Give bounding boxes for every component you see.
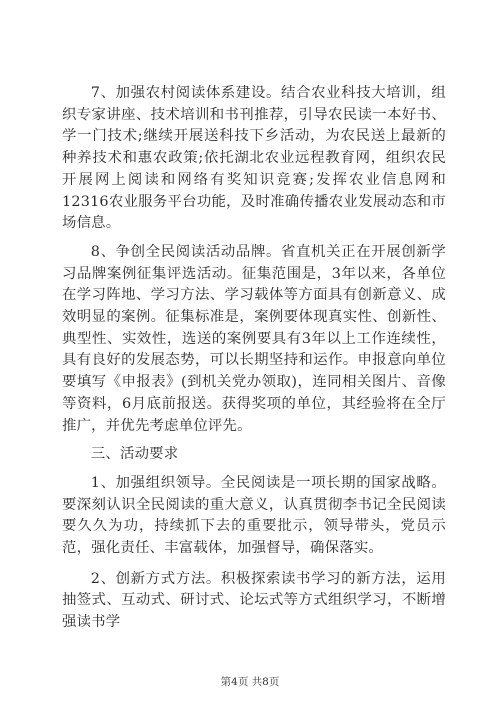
page-number-footer: 第4页 共8页 (220, 676, 280, 688)
paragraph-rural-reading: 7、加强农村阅读体系建设。结合农业科技大培训，组织专家讲座、技术培训和书刊推荐，引导农民读一本好书、学一门技术;继续开展送科技下乡活动，为农民送上最新的种养技术和惠农政策;依托湖北农业远程教育网，组织农民开展网上阅读和网络有奖知识竞赛;发挥农业信息网和12316农业服务平台功能，及时准确传播农业发展动态和市场信息。 (62, 85, 446, 232)
paragraph-innovative-methods: 2、创新方式方法。积极探索读书学习的新方法，运用抽签式、互动式、研讨式、论坛式等方式组织学习，不断增强读书学 (62, 570, 446, 631)
section-heading-requirements: 三、活动要求 (90, 446, 179, 463)
paragraph-organization-leadership: 1、加强组织领导。全民阅读是一项长期的国家战略。要深刻认识全民阅读的重大意义，认真贯彻李书记全民阅读要久久为功，持续抓下去的重要批示，领导带头，党员示范，强化责任、丰富载体，加强督导，确保落实。 (62, 474, 446, 557)
document-body (62, 83, 446, 634)
paragraph-reading-brand: 8、争创全民阅读活动品牌。省直机关正在开展创新学习品牌案例征集评选活动。征集范围是，3年以来，各单位在学习阵地、学习方法、学习载体等方面具有创新意义、成效明显的案例。征集标准是，案例要体现真实性、创新性、典型性、实效性，选送的案例要具有3年以上工作连续性，具有良好的发展态势，可以长期坚持和运作。申报意向单位要填写《申报表》(到机关党办领取)，连同相关图片、音像等资料，6月底前报送。获得奖项的单位，其经验将在全厅推广，并优先考虑单位评先。 (62, 243, 446, 434)
